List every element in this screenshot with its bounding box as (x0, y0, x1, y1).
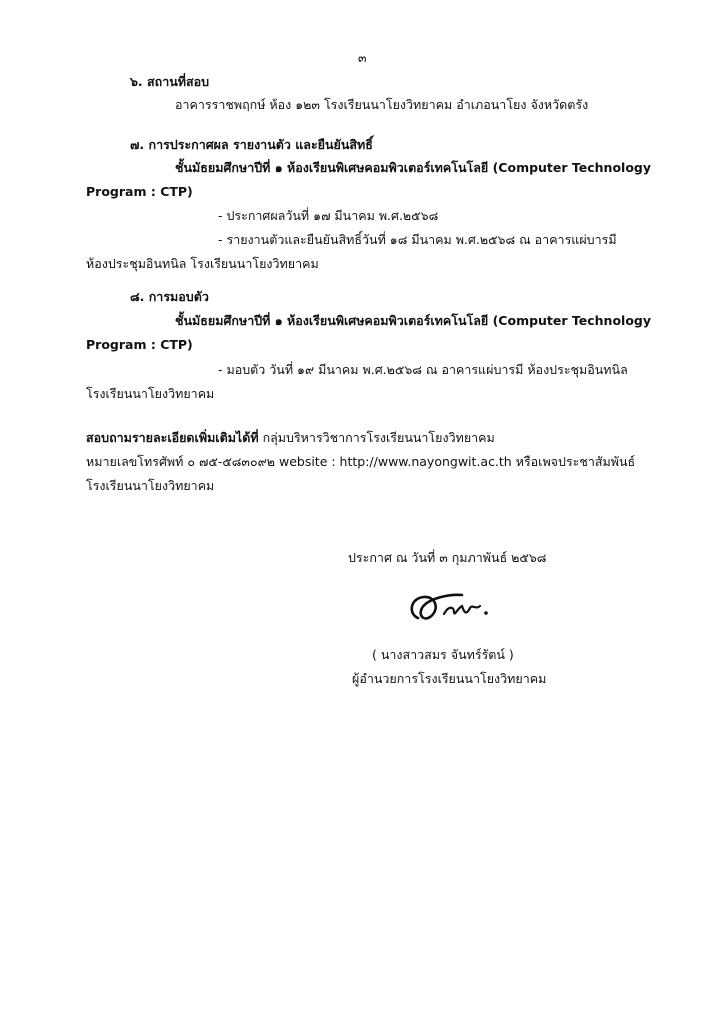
page-number: ๓ (358, 50, 367, 65)
section-8-item-enroll-cont: โรงเรียนนาโยงวิทยาคม (86, 386, 215, 401)
section-8-heading: ๘. การมอบตัว (130, 289, 209, 304)
section-8-subheading: ชั้นมัธยมศึกษาปีที่ ๑ ห้องเรียนพิเศษคอมพิวเตอร์เทคโนโลยี (Computer Technology (175, 313, 652, 328)
section-7-item-report: - รายงานตัวและยืนยันสิทธิ์วันที่ ๑๘ มีนาคม พ.ศ.๒๕๖๘ ณ อาคารแผ่บารมี (218, 232, 617, 247)
signer-title: ผู้อำนวยการโรงเรียนนาโยงวิทยาคม (352, 671, 547, 686)
section-6-location: อาคารราชพฤกษ์ ห้อง ๑๒๓ โรงเรียนนาโยงวิทยาคม อำเภอนาโยง จังหวัดตรัง (175, 97, 589, 112)
section-6-heading: ๖. สถานที่สอบ (130, 74, 210, 89)
signature-image (400, 588, 520, 628)
announcement-date: ประกาศ ณ วันที่ ๓ กุมภาพันธ์ ๒๕๖๘ (348, 550, 547, 565)
contact-line-1 (86, 430, 495, 446)
contact-lead: สอบถามรายละเอียดเพิ่มเติมได้ที่ (86, 430, 259, 445)
section-8-item-enroll: - มอบตัว วันที่ ๑๙ มีนาคม พ.ศ.๒๕๖๘ ณ อาคารแผ่บารมี ห้องประชุมอินทนิล (218, 362, 628, 377)
section-7-item-announce: - ประกาศผลวันที่ ๑๗ มีนาคม พ.ศ.๒๕๖๘ (218, 208, 439, 223)
section-7-heading: ๗. การประกาศผล รายงานตัว และยืนยันสิทธิ์ (130, 137, 373, 152)
section-7-subheading: ชั้นมัธยมศึกษาปีที่ ๑ ห้องเรียนพิเศษคอมพิวเตอร์เทคโนโลยี (Computer Technology (175, 160, 652, 175)
section-7-subheading-cont: Program : CTP) (86, 184, 193, 199)
section-7-item-report-cont: ห้องประชุมอินทนิล โรงเรียนนาโยงวิทยาคม (86, 256, 319, 271)
section-8-subheading-cont: Program : CTP) (86, 337, 193, 352)
contact-office: กลุ่มบริหารวิชาการโรงเรียนนาโยงวิทยาคม (262, 430, 495, 445)
signer-name: ( นางสาวสมร จันทร์รัตน์ ) (372, 647, 514, 662)
contact-line-2: หมายเลขโทรศัพท์ ๐ ๗๕-๕๘๓๐๙๒ website : http://www.nayongwit.ac.th หรือเพจประชาสัมพันธ์ (86, 454, 636, 469)
contact-line-3: โรงเรียนนาโยงวิทยาคม (86, 478, 215, 493)
